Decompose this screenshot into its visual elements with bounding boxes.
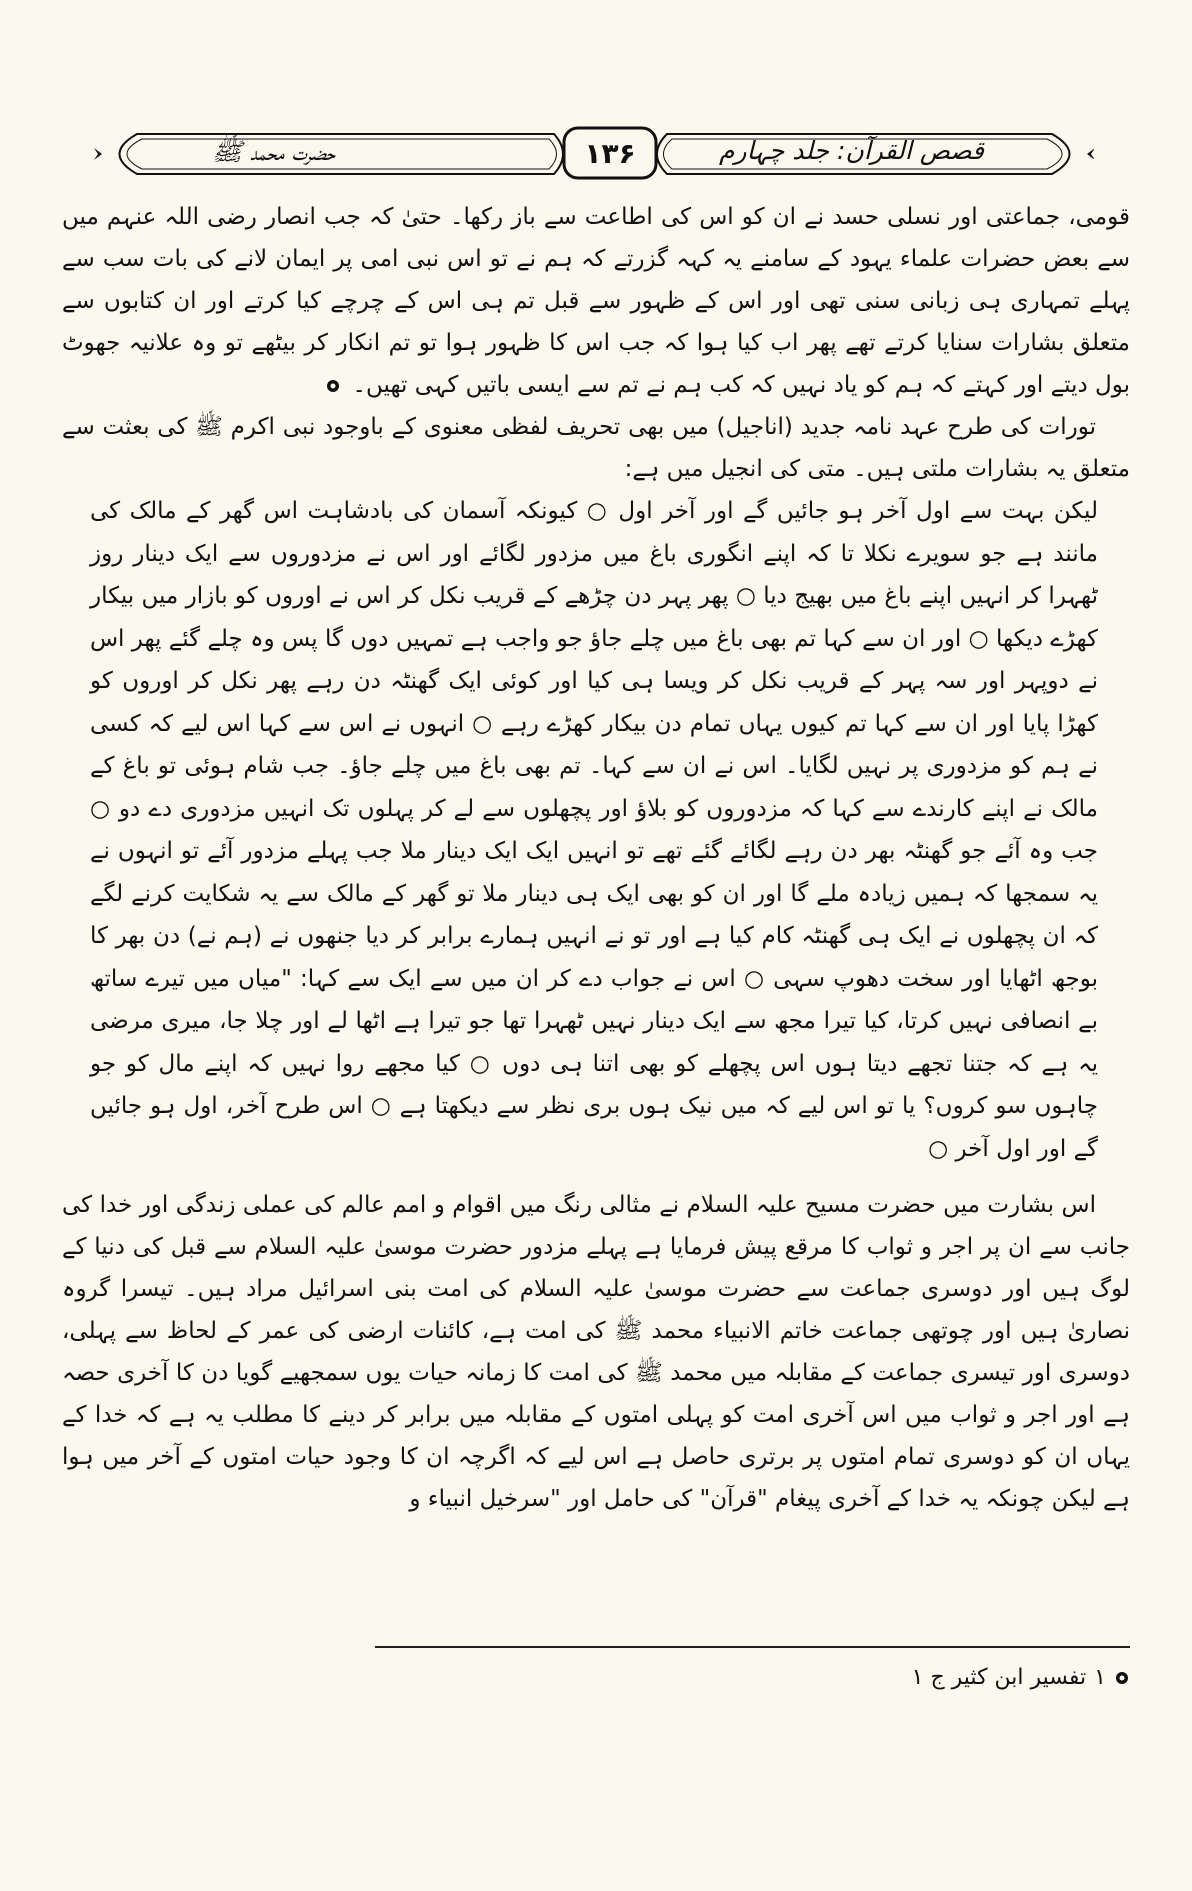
gospel-quotation: لیکن بہت سے اول آخر ہو جائیں گے اور آخر اول ○ کیونکہ آسمان کی بادشاہت اس گھر کے مالک کی مانند ہے جو سویرے نکلا تا کہ اپنے انگوری باغ میں مزدور لگائے اور اس نے مزدوروں سے ایک دینار روز ٹھہرا کر انہیں اپنے باغ میں بھیج دیا ○ پھر پہر دن چڑھے کے قریب نکل کر اس نے اوروں کو بازار میں بیکار کھڑے دیکھا ○ اور ان سے کہا تم بھی باغ میں چلے جاؤ جو واجب ہے تمہیں دوں گا پس وہ چلے گئے پھر اس نے دوپہر اور سہ پہر کے قریب نکل کر ویسا ہی کیا اور کوئی ایک گھنٹہ دن رہے پھر نکل کر اوروں کو کھڑا پایا اور ان سے کہا تم کیوں یہاں تمام دن بیکار کھڑے رہے ○ انہوں نے اس سے کہا اس لیے کہ کسی نے ہم کو مزدوری پر نہیں لگایا۔ اس نے ان سے کہا۔ تم بھی باغ میں چلے جاؤ۔ جب شام ہوئی تو باغ کے مالک نے اپنے کارندے سے کہا کہ مزدوروں کو بلاؤ اور پچھلوں سے لے کر پہلوں تک انہیں مزدوری دے دو ○ جب وہ آئے جو گھنٹہ بھر دن رہے لگائے گئے تھے تو انہیں ایک ایک دینار ملا جب پہلے مزدور آئے تو انہوں نے یہ سمجھا کہ ہمیں زیادہ ملے گا اور ان کو بھی ایک ہی دینار ملا تو گھر کے مالک سے یہ شکایت کرنے لگے کہ ان پچھلوں نے ایک ہی گھنٹہ کام کیا ہے اور تو نے انہیں ہمارے برابر کر دیا جنھوں نے (ہم نے) دن بھر کا بوجھ اٹھایا اور سخت دھوپ سہی ○ اس نے جواب دے کر ان میں سے ایک سے کہا: "میاں میں تیرے ساتھ بے انصافی نہیں کرتا، کیا تیرا مجھ سے ایک دینار نہیں ٹھہرا تھا جو تیرا ہے اٹھا لے اور چلا جا، میری مرضی یہ ہے کہ جتنا تجھے دیتا ہوں اس پچھلے کو بھی اتنا ہی دوں ○ کیا مجھے روا نہیں کہ اپنے مال کو جو چاہوں سو کروں؟ یا تو اس لیے کہ میں نیک ہوں بری نظر سے دیکھتا ہے ○ اس طرح آخر، اول ہو جائیں گے اور اول آخر ○: [89, 498, 1098, 1162]
footnote-number: ۱: [1094, 1665, 1106, 1690]
footnote-text: تفسیر ابن کثیر ج ۱: [911, 1665, 1087, 1690]
chapter-title: حضرت محمد ﷺ: [212, 137, 336, 166]
paragraph-3: اس بشارت میں حضرت مسیح علیہ السلام نے مثالی رنگ میں اقوام و امم عالم کی عملی زندگی اور خدا کی جانب سے ان پر اجر و ثواب کا مرقع پیش فرمایا ہے پہلے مزدور حضرت موسیٰ علیہ السلام سے قبل کی دنیا کے لوگ ہیں اور دوسری جماعت سے حضرت موسیٰ علیہ السلام کی امت بنی اسرائیل مراد ہیں۔ تیسرا گروہ نصاریٰ ہیں اور چوتھی جماعت خاتم الانبیاء محمد ﷺ کی امت ہے، کائنات ارضی کی عمر کے لحاظ سے پہلی، دوسری اور تیسری جماعت کے مقابلہ میں محمد ﷺ کی امت کا زمانہ حیات یوں سمجھیے گویا دن کا آخری حصہ ہے اور اجر و ثواب میں اس آخری امت کو پہلی امتوں کے مقابلہ میں برابر کر دینے کا مطلب یہ ہے کہ خدا کے یہاں ان کو دوسری تمام امتوں پر برتری حاصل ہے اس لیے کہ اگرچہ ان کا وجود حیات امتوں کے آخر میں ہوا ہے لیکن چونکہ یہ خدا کے آخری پیغام "قرآن" کی حامل اور "سرخیل انبیاء و: [62, 1192, 1130, 1512]
page-header: [92, 126, 1094, 182]
paragraph-2: تورات کی طرح عہد نامہ جدید (اناجیل) میں بھی تحریف لفظی معنوی کے باوجود نبی اکرم ﷺ کی بعثت سے متعلق یہ بشارات ملتی ہیں۔ متی کی انجیل میں ہے:: [62, 414, 1130, 482]
footnote-divider: [375, 1646, 1130, 1648]
footnote-badge-icon: [1114, 1670, 1130, 1686]
paragraph-1-text: قومی، جماعتی اور نسلی حسد نے ان کو اس کی اطاعت سے باز رکھا۔ حتیٰ کہ جب انصار رضی اللہ عنہم میں سے بعض حضرات علماء یہود کے سامنے یہ کہہ گزرتے کہ ہم نے تو اس نبی امی پر ایمان لانے کی بات سب سے پہلے تمہاری ہی زبانی سنی تھی اور اس کے ظہور سے قبل تم ہی اس کے چرچے کیا کرتے اور ان کتابوں سے متعلق بشارات سنایا کرتے تھے پھر اب کیا ہوا کہ جب اس کا ظہور ہوا تو تم انکار کر بیٹھے تو وہ علانیہ جھوٹ بول دیتے اور کہتے کہ ہم کو یاد نہیں کہ کب ہم نے تم سے ایسی باتیں کہی تھیں۔: [62, 204, 1130, 398]
footnote-marker-icon: [325, 378, 341, 394]
page-number: ۱۳۶: [584, 136, 636, 170]
paragraph-1: [62, 196, 1130, 406]
main-text: [62, 196, 1130, 1520]
spacer: [62, 1170, 1130, 1184]
book-title: قصص القرآن: جلد چہارم: [719, 136, 984, 165]
footnote: [912, 1660, 1130, 1696]
